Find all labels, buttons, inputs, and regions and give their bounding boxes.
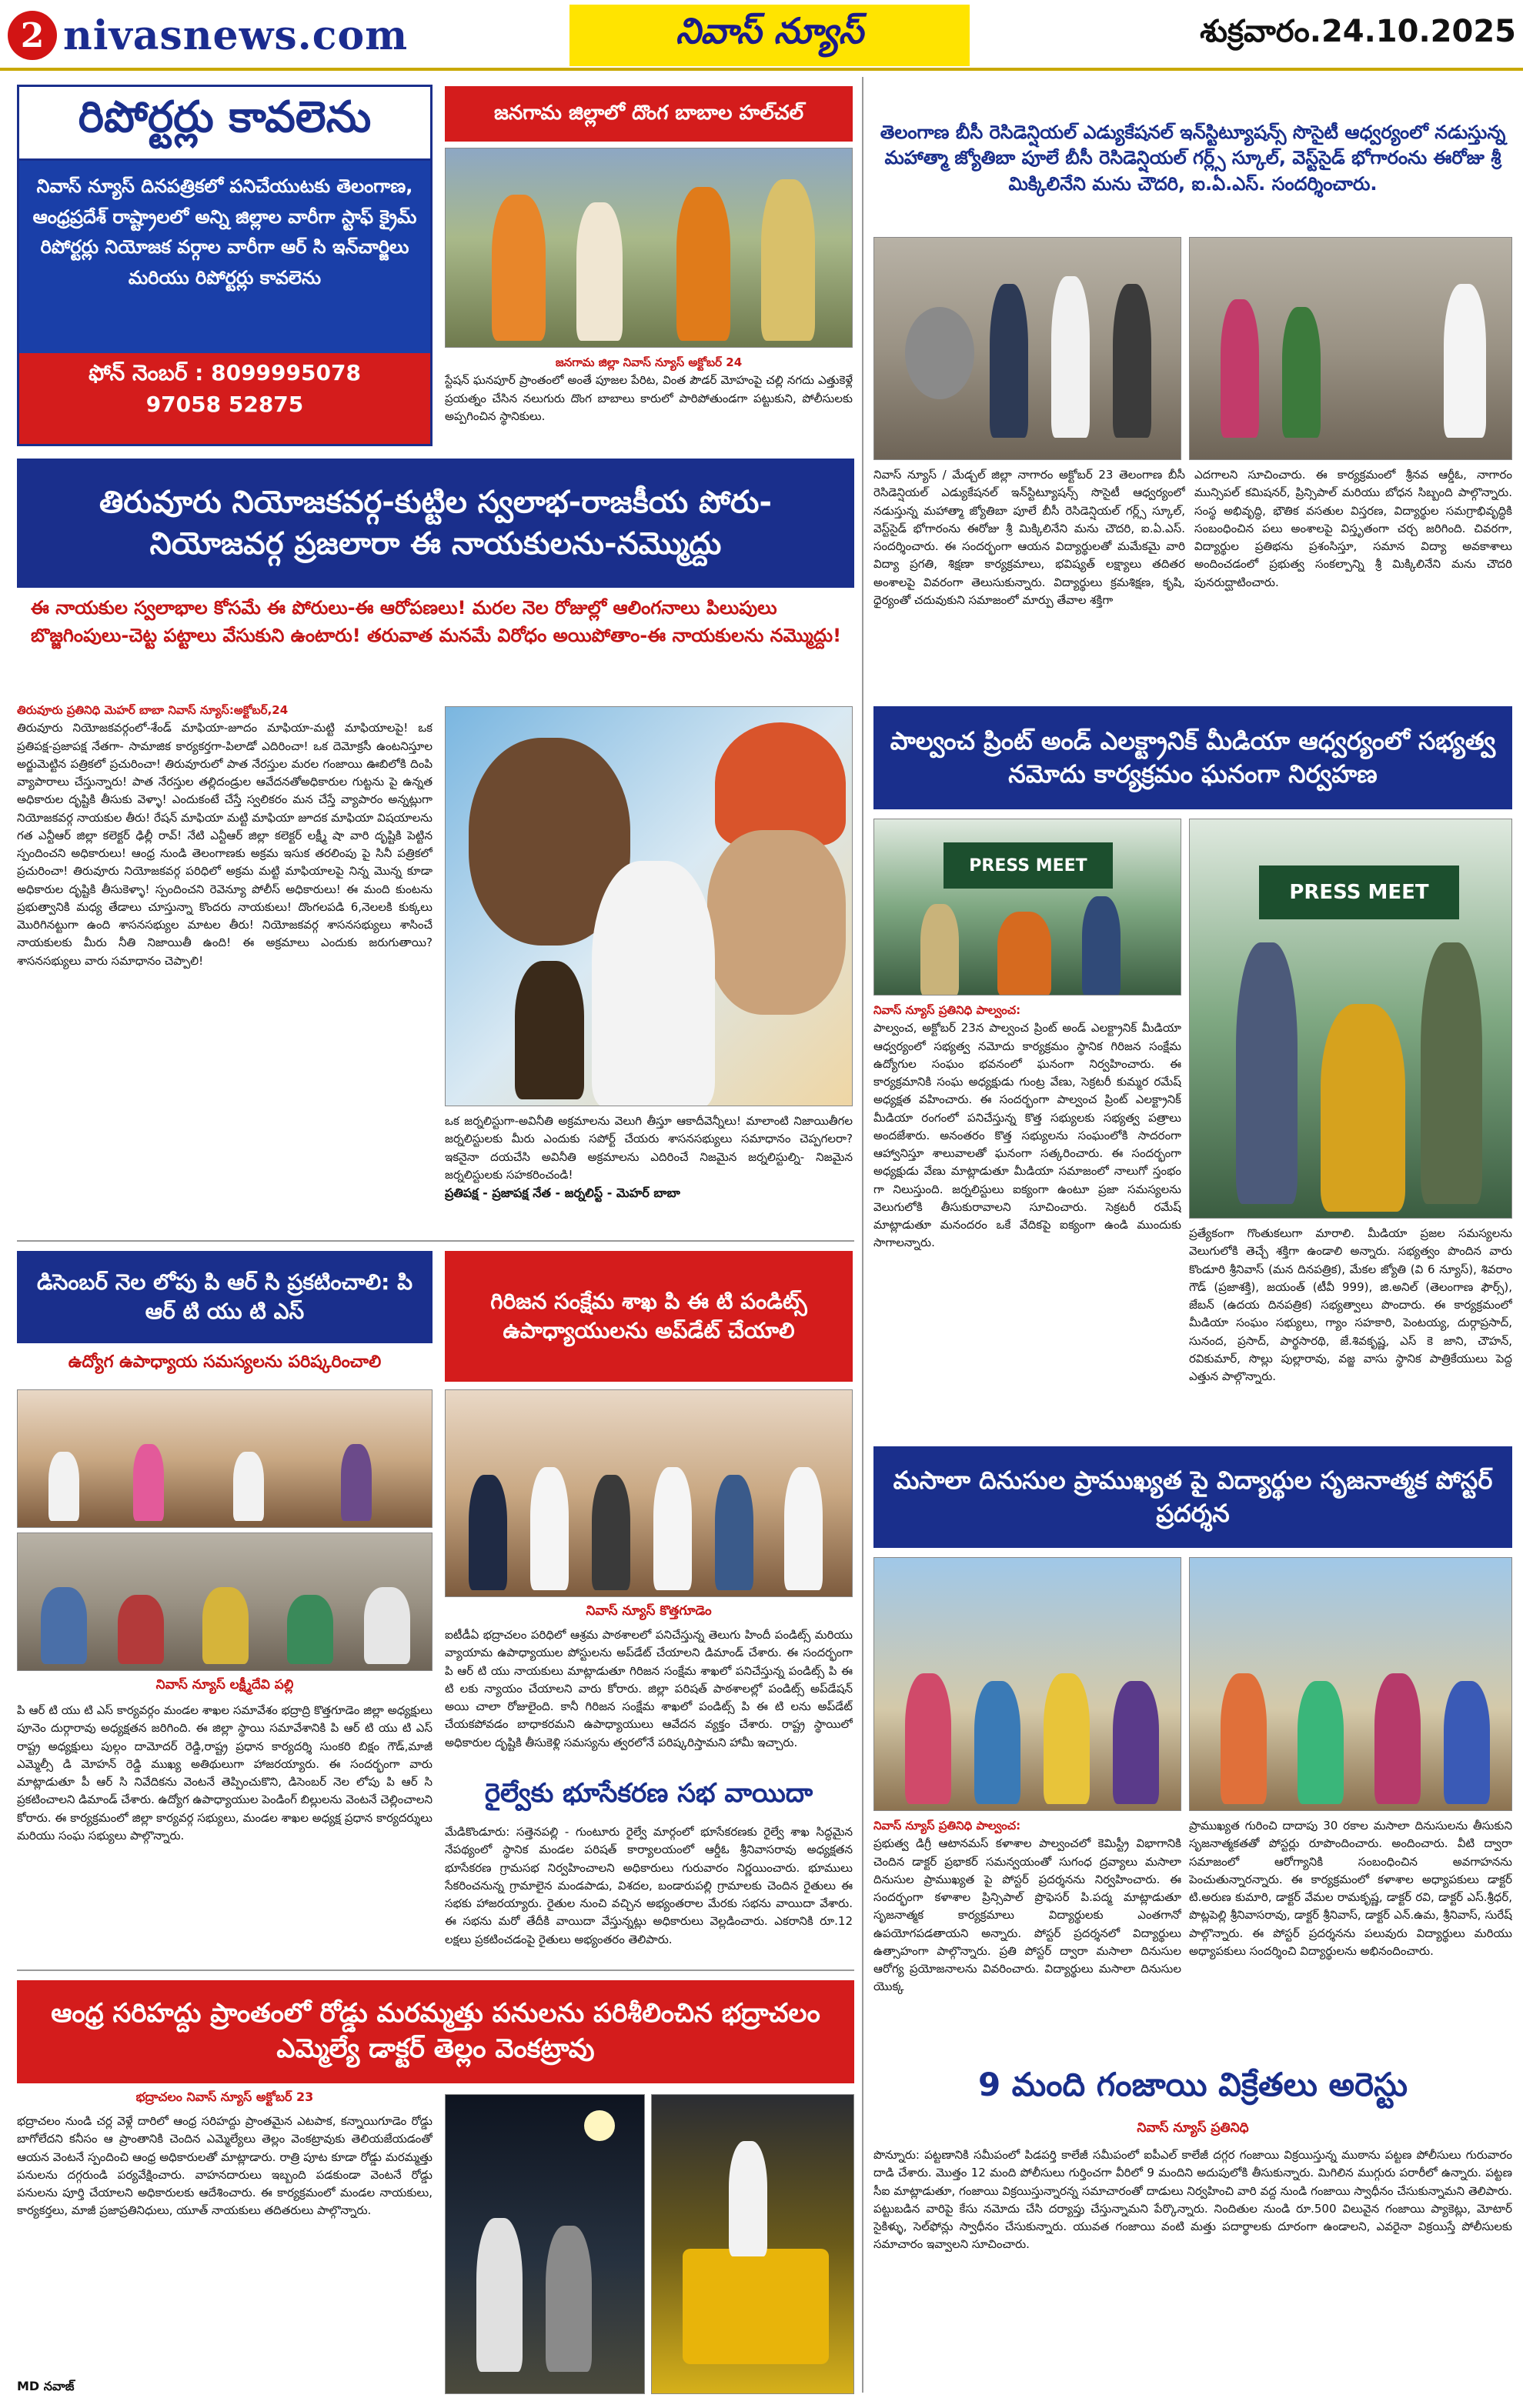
photo-press-meet-1: [873, 819, 1181, 996]
road-signature: MD నవాజ్: [17, 2379, 75, 2393]
spices-dateline: నివాస్ న్యూస్ ప్రతినిధి పాల్వంచ:: [873, 1819, 1021, 1833]
road-body: భద్రాచలం నుండి చర్ల వెళ్లే దారిలో ఆంధ్ర సరిహద్దు ప్రాంతమైన ఎటపాక, కన్నాయిగూడెం రోడ్డు బాగోలేదని కనీసం ఆ ప్రాంతానికి చెందిన ఎమ్మెల్యేలు తెల్లం వెంకట్రావుకు తెలియజేయడంతో ఆయన వెంటనే స్పందించి ఆంధ్ర అధికారులతో మాట్లాడారు. రాత్రి పూట కూడా రోడ్డు మరమ్మత్తు పనులను దగ్గరుండి పర్యవేక్షించారు. వాహనదారులు ఇబ్బంది పడకుండా వెంటనే రోడ్డు పనులను పూర్తి చేయాలని అధికారులకు ఆదేశించారు. ఈ కార్యక్రమంలో మండల నాయకులు, కార్యకర్తలు, మాజీ ప్రజాప్రతినిధులు, యూత్ నాయకులు తదితరులు పాల్గొన్నారు.: [17, 2114, 433, 2218]
press-text-left: పాల్వంచ, అక్టోబర్ 23న పాల్వంచ ప్రింట్ అండ్ ఎలక్ట్రానిక్ మీడియా ఆధ్వర్యంలో సభ్యత్వ నమోదు కార్యక్రమం స్థానిక గిరిజన సంక్షేమ ఉద్యోగుల సంఘం భవనంలో ఘనంగా నిర్వహించారు. ఈ కార్యక్రమానికి సంఘ అధ్యక్షుడు గుంట్ర వేణు, సెక్రటరీ కుమ్మర రమేష్ అధ్యక్షత వహించారు. ఈ సందర్భంగా పాల్వంచ ప్రింట్ ఎలక్ట్రానిక్ మీడియా రంగంలో పనిచేస్తున్న కొత్త సభ్యులకు సభ్యత్వ పత్రాలు అందజేశారు. అనంతరం కొత్త సభ్యులను సంఘంలోకి సాదరంగా ఆహ్వానిస్తూ శాలువాలతో ఘనంగా సత్కరించారు. ఈ సందర్భంగా అధ్యక్షుడు వేణు మాట్లాడుతూ మీడియా సమాజంలో నాలుగో స్తంభం గా నిలుస్తుంది. జర్నలిస్టులు ఐక్యంగా ఉంటూ ప్రజా సమస్యలను వెలుగులోకి తీసుకురావాలని సూచించారు. సెక్రటరీ రమేష్ మాట్లాడుతూ మనందరం ఒకే వేదికపై ఐక్యంగా ఉండి ముందుకు సాగాలన్నారు.: [873, 1021, 1181, 1250]
tiruvuru-caption-block: [445, 1112, 853, 1228]
ganja-body: పొన్నూరు: పట్టణానికి సమీపంలో పిడపర్తి కాలేజీ సమీపంలో ఐపీఎల్ కాలేజీ దగ్గర గంజాయి విక్రయిస్తున్న ముఠాను పట్టణ పోలీసులు గురువారం దాడి చేశారు. మొత్తం 12 మంది పోలీసులు గుర్తించగా వీరిలో 9 మందిని అదుపులోకి తీసుకున్నారు. మిగిలిన ముగ్గురు పరారీలో ఉన్నారు. పట్టణ సీఐ మాట్లాడుతూ, గంజాయి విక్రయిస్తున్నారన్న సమాచారంతో దాడులు నిర్వహించి వారి వద్ద నుండి గంజాయి స్వాధీనం చేసుకున్నామని తెలిపారు. పట్టుబడిన వారిపై కేసు నమోదు చేసి దర్యాప్తు చేస్తున్నామని పేర్కొన్నారు. నిందితుల నుండి రూ.500 విలువైన గంజాయి ప్యాకెట్లు, మోటార్ సైకిళ్ళు, సెల్‌ఫోన్లు స్వాధీనం చేసుకున్నారు. యువత గంజాయి వంటి మత్తు పదార్థాలకు దూరంగా ఉండాలని, ఎవరైనా విక్రయిస్తే పోలీసులకు సమాచారం ఇవ్వాలని సూచించారు.: [873, 2148, 1512, 2252]
ad-title: రిపోర్టర్లు కావలెను: [19, 87, 430, 161]
press-body-left: [873, 1002, 1181, 1432]
column-divider: [862, 77, 863, 2393]
headline-tribal-teachers: గిరిజన సంక్షేమ శాఖ పి ఈ టి పండిట్స్ ఉపాధ్యాయులను అప్‌డేట్ చేయాలి: [445, 1251, 853, 1382]
page-header: [0, 0, 1523, 71]
ad-body: నివాస్ న్యూస్ దినపత్రికలో పనిచేయుటకు తెలంగాణ, ఆంధ్రప్రదేశ్ రాష్ట్రాలలో అన్ని జిల్లాల వారీగా స్టాఫ్ క్రైమ్ రిపోర్టర్లు నియోజక వర్గాల వారీగా ఆర్ సి ఇన్‌చార్జిలు మరియు రిపోర్టర్లు కావలెను: [19, 161, 430, 353]
photo-press-meet-2: [1189, 819, 1512, 1219]
headline-gurukul: తెలంగాణ బీసీ రెసిడెన్షియల్ ఎడ్యుకేషనల్ ఇన్‌స్టిట్యూషన్స్ సొసైటీ ఆధ్వర్యంలో నడుస్తున్న మహాత్మా జ్యోతిబా పూలే బీసీ రెసిడెన్షియల్ గర్ల్స్ స్కూల్, వెస్ట్‌సైడ్ భోగారంను ఈరోజు శ్రీ మిక్కిలినేని మను చౌదరి, ఐ.ఏ.ఎస్. సందర్శించారు.: [880, 121, 1506, 195]
photo-ambedkar-phule: [445, 706, 853, 1106]
tiruvuru-signature: ప్రతిపక్ష - ప్రజాపక్ష నేత - జర్నలిస్ట్ - మెహర్ బాబా: [445, 1186, 680, 1200]
prtu-subhead: ఉద్యోగ ఉపాధ్యాయ సమస్యలను పరిష్కరించాలి: [68, 1352, 382, 1372]
spices-body-right: ప్రాముఖ్యత గురించి దాదాపు 30 రకాల మసాలా దినుసులను తీసుకుని సృజనాత్మకతతో పోస్టర్లు రూపొందించారు. అందించారు. వీటి ద్వారా సమాజంలో ఆరోగ్యానికి సంబంధించిన అవగాహనను పెంచుతున్నారన్నారు. ఈ కార్యక్రమంలో కళాశాల అధ్యాపకులు డాక్టర్ టి.అరుణ కుమారి, డాక్టర్ వేమల రామకృష్ణ, డాక్టర్ రవి, డాక్టర్ ఎస్.శ్రీధర్, పొట్లపెల్లి శ్రీనివాసరావు, డాక్టర్ శ్రీనివాస్, డాక్టర్ ఎన్.ఉమ, శ్రీనివాస్, సురేష్ పాల్గొన్నారు. ఈ పోస్టర్ ప్రదర్శనను పలువురు విద్యార్థులు మరియు అధ్యాపకులు సందర్శించి విద్యార్థులను అభినందించారు.: [1189, 1819, 1512, 1958]
photo-spices-2: [1189, 1557, 1512, 1811]
photo-gurukul-hall: [1189, 237, 1512, 460]
headline-road-repair: ఆంధ్ర సరిహద్దు ప్రాంతంలో రోడ్డు మరమ్మత్తు పనులను పరిశీలించిన భద్రాచలం ఎమ్మెల్యే డాక్టర్ తెల్లం వెంకట్రావు: [17, 1980, 854, 2083]
photo-tribal-teachers: [445, 1389, 853, 1597]
headline-janagam: జనగామ జిల్లాలో దొంగ బాబాల హల్‌చల్: [445, 86, 853, 142]
photo-road-night-1: [445, 2094, 645, 2394]
photo-prtu-stage: [17, 1389, 433, 1528]
ad-phone-1[interactable]: ఫోన్ నెంబర్ : 8099995078: [89, 360, 361, 385]
railway-body: మేడికొండూరు: సత్తెనపల్లి - గుంటూరు రైల్వే మార్గంలో భూసేకరణకు రైల్వే శాఖ సిద్ధమైన నేపథ్యంలో స్థానిక మండల పరిషత్ కార్యాలయంలో ఆర్డీఓ శ్రీనివాసరావు అధ్యక్షతన భూసేకరణ గ్రామసభ నిర్వహించాలని అధికారులు గురువారం నిర్ణయించారు. భూములు సేకరించనున్న గ్రామాలైన మండపాడు, విశదల, బండారుపల్లి గ్రామాలకు చెందిన రైతులు ఈ సభకు హాజరయ్యారు. రైతుల నుంచి వచ్చిన అభ్యంతరాల మేరకు సభను వాయిదా వేశారు. ఈ సభను మరో తేదీకి వాయిదా వేస్తున్నట్లు అధికారులు వెల్లడించారు. ఎకరానికి రూ.12 లక్షలు ప్రకటించడంపై రైతులు అభ్యంతరం తెలిపారు.: [445, 1825, 853, 1946]
ad-reporters-wanted: [17, 85, 433, 446]
press-body-right: ప్రత్యేకంగా గొంతుకలుగా మారాలి. మీడియా ప్రజల సమస్యలను వెలుగులోకి తెచ్చే శక్తిగా ఉండాలి అన్నారు. సభ్యత్వం పొందిన వారు కొండూరి శ్రీనివాస్ (మన దినపత్రిక), మేకల జ్యోతి (వి 6 న్యూస్), శివరాం గౌడ్ (ప్రజాశక్తి), జయంత్ (టీవీ 999), జి.అనిల్ (తెలంగాణ ఫౌర్స్), జేబన్ (ఉదయ దినపత్రిక) సభ్యత్వాలు పొందారు. ఈ కార్యక్రమంలో మీడియా సంఘం సభ్యులు, గ్యాం సహకారి, పెంటయ్య, దుర్గాప్రసాద్, సునంద, ప్రసాద్, పార్థసారథి, జే.శివకృష్ణ, ఎస్ కె జాని, చౌహన్, రవికుమార్, సొల్లు పుల్లారావు, వజ్జ వాసు స్థానిక పాత్రికేయులు పెద్ద ఎత్తున పాల్గొన్నారు.: [1189, 1226, 1512, 1383]
prtu-byline: నివాస్ న్యూస్ లక్ష్మీదేవి పల్లి: [155, 1677, 294, 1693]
photo-gurukul-kitchen: [873, 237, 1181, 460]
photo-prtu-audience: [17, 1533, 433, 1671]
section-divider-2: [17, 1969, 854, 1971]
gurukul-body-left: నివాస్ న్యూస్ / మేడ్చల్ జిల్లా నాగారం అక్టోబర్ 23 తెలంగాణ బీసీ రెసిడెన్షియల్ ఎడ్యుకేషనల్ ఇన్‌స్టిట్యూషన్స్ సొసైటీ ఆధ్వర్యంలో నడుస్తున్న మహాత్మా జ్యోతిబా పూలే బీసీ రెసిడెన్షియల్ గర్ల్స్ స్కూల్, వెస్ట్‌సైడ్ భోగారంను ఈరోజు శ్రీ మిక్కిలినేని మను చౌదరి, ఐ.ఏ.ఎస్. సందర్శించారు. ఈ సందర్భంగా ఆయన విద్యార్థులతో మమేకమై వారి విద్యా ప్రగతి, శిక్షణా కార్యక్రమాలు, భవిష్యత్ లక్ష్యాలు తదితర అంశాలపై వివరంగా తెలుసుకున్నారు. విద్యార్థులు క్రమశిక్షణ, కృషి, ధైర్యంతో చదువుకుని సమాజంలో మార్పు తేవాల శక్తిగా: [873, 468, 1185, 607]
gurukul-body-right: ఎదగాలని సూచించారు. ఈ కార్యక్రమంలో శ్రీనవ ఆర్డీఓ, నాగారం మున్సిపల్ కమిషనర్, ప్రిన్సిపాల్ మరియు బోధన సిబ్బంది పాల్గొన్నారు. సంస్థ అభివృద్ధి, భౌతిక వసతుల విస్తరణ, విద్యార్థుల సమగ్రాభివృద్ధికి సంబంధించిన పలు అంశాలపై విస్తృతంగా చర్చ జరిగింది. చివరగా, విద్యార్థుల ప్రతిభను ప్రశంసిస్తూ, సమాన విద్యా అవకాశాలు అందించడంలో ప్రభుత్వ సంకల్పాన్ని శ్రీ మిక్కిలినేని మను చౌదరి పునరుద్ఘాటించారు.: [1194, 468, 1512, 589]
tiruvuru-text: తిరువూరు నియోజకవర్గంలో-శేండ్ మాఫియా-జూదం మాఫియా-మట్టి మాఫియాలపై! ఒక ప్రతిపక్ష-ప్రజాపక్ష నేతగా- సామాజిక కార్యకర్తగా-పిలాడో ఎదిరించా! ఒక దెమోక్రసీ ఉంటనిస్తూల అర్జుమెట్టిన పత్రికలో ప్రచురించా! తిరువూరులో పాత నేరస్తుల మరల గంజాయి ఊబిలోకి దింపి వ్యాపారాలు చేస్తున్నారు! పాత నేరస్తుల తల్లిదండ్రుల ఆవేదనతోఅధికారుల గుట్టను పై ఉన్నత అధికారుల దృష్టికి తీసుకు వెళ్ళా! ఎందుకంటే చేస్తే స్వలికరం మన చేస్తే వ్యాపారం అన్నట్లుగా నియోజకవర్గ నాయకుల తీరు! రేషన్ మాఫియా మట్టి మాఫియా జూదక మాఫియా విషయాలను గత ఎన్టీఆర్ జిల్లా కలెక్టర్ ఢిల్లీ రావ్! నేటి ఎన్టీఆర్ జిల్లా కలెక్టర్ లక్ష్మీ షా వారి దృష్టికి పెట్టిన స్పందించని అధికారులు! ఆంధ్ర నుండి తెలంగాణకు అక్రమ ఇసుక తరలింపు పై సినీ పత్రికలో ప్రచురించా! తిరువూరు నియోజకవర్గ పరిధిలో అక్రమ మట్టి మాఫియాలపై నిన్న మొన్న కూడా అధికారుల దృష్టికి తీసుకెళ్ళా! స్పందించని రెవెన్యూ పోలీస్ అధికారులు! ఈ మంది కుంటను ప్రభుత్వానికి మధ్య తేడాలు చూస్తున్నా కొందరు నాయకులు! దొంగలపడి 6,నెలలకి కుక్కలు మొరిగినట్టుగా ఉంది శాసనసభ్యుల మాటల తీరు! నియోజకవర్గ శాసనసభ్యులు శాసించే నాయకులకు మీరు నీతి నిజాయితీ ఉంది! ఈ అక్రమాలు ఎందుకు జరుగుతాయి? శాసనసభ్యులు వారు సమాధానం చెప్పాలి!: [17, 721, 433, 968]
press-dateline: నివాస్ న్యూస్ ప్రతినిధి పాల్వంచ:: [873, 1003, 1021, 1017]
section-divider-1: [17, 1240, 854, 1242]
photo-spices-1: [873, 1557, 1181, 1811]
page-number-badge: 2: [8, 11, 57, 60]
ad-phone-block: [19, 353, 430, 444]
photo-road-night-2: [651, 2094, 854, 2394]
header-left: [8, 6, 562, 65]
janagam-body: [445, 354, 853, 440]
headline-railway: రైల్వేకు భూసేకరణ సభ వాయిదా: [484, 1778, 813, 1809]
headline-tiruvuru: తిరువూరు నియోజకవర్గ-కుట్టిల స్వలాభ-రాజకీయ పోరు- నియోజవర్గ ప్రజలారా ఈ నాయకులను-నమ్మొద్దు: [17, 459, 854, 588]
spices-text-left: ప్రభుత్వ డిగ్రీ ఆటానమస్ కళాశాల పాల్వంచలో కెమిస్ట్రీ విభాగానికి చెందిన డాక్టర్ ప్రభాకర్ సమన్వయంతో సుగంధ ద్రవ్యాలు మసాలా దినుసుల ప్రాముఖ్యత పై పోస్టర్ ప్రదర్శనను నిర్వహించారు. ఈ సందర్భంగా కళాశాల ప్రిన్సిపాల్ ప్రొఫెసర్ పి.పద్మ మాట్లాడుతూ సృజనాత్మక కార్యక్రమాలు విద్యార్థులకు ఎంతగానో ఉపయోగపడతాయని అన్నారు. పోస్టర్ ప్రదర్శనలో విద్యార్థులు ఉత్సాహంగా పాల్గొన్నారు. ప్రతి పోస్టర్ ద్వారా మసాలా దినుసుల ఆరోగ్య ప్రయోజనాలను వివరించారు. విద్యార్థులు మసాలా దినుసుల యొక్క: [873, 1836, 1181, 1994]
prtu-body: పి ఆర్ టి యు టి ఎస్ కార్యవర్గం మండల శాఖల సమావేశం భద్రాద్రి కొత్తగూడెం జిల్లా అధ్యక్షులు పూనెం దుర్గారావు అధ్యక్షతన జరిగింది. ఈ జిల్లా స్థాయి సమావేశానికి పి ఆర్ టి యు టి ఎస్ రాష్ట్ర అధ్యక్షులు పుల్గం దామోదర్ రెడ్డి,రాష్ట్ర ప్రధాన కార్యదర్శి సుంకరి బిక్షం గౌడ్,మాజీ ఎమ్మెల్సీ డి మోహన్ రెడ్డి ముఖ్య అతిథులుగా హాజరయ్యారు. ఈ సందర్భంగా వారు మాట్లాడుతూ పీ ఆర్ సి నివేదికను వెంటనే తెప్పించుకొని, డిసెంబర్ నెల లోపు పి ఆర్ సి ప్రకటించాలని డిమాండ్ చేశారు. ఉద్యోగ ఉపాధ్యాయుల పెండింగ్ బిల్లులను వెంటనే చెల్లించాలని కోరారు. ఈ కార్యక్రమంలో జిల్లా కార్యవర్గ సభ్యులు, మండల శాఖల అధ్యక్ష ప్రధాన కార్యదర్శులు మరియు సంఘ సభ్యులు పాల్గొన్నారు.: [17, 1703, 433, 1843]
masthead-logo: నివాస్ న్యూస్: [569, 5, 970, 66]
road-dateline: భద్రాచలం నివాస్ న్యూస్ అక్టోబర్ 23: [135, 2089, 314, 2104]
press-banner-1: PRESS MEET: [944, 842, 1113, 889]
headline-prtu: డిసెంబర్ నెల లోపు పి ఆర్ సి ప్రకటించాలి: పి ఆర్ టి యు టి ఎస్: [17, 1251, 433, 1343]
ad-phone-2[interactable]: 97058 52875: [145, 391, 304, 417]
site-name[interactable]: nivasnews.com: [63, 12, 409, 59]
tribal-byline: నివాస్ న్యూస్ కొత్తగూడెం: [586, 1603, 712, 1619]
janagam-text: స్టేషన్ ఘనపూర్ ప్రాంతంలో అంతే పూజల పేరిట, వింత పౌడర్ మోహంపై చల్లి నగదు ఎత్తుకెళ్లే ప్రయత్నం చేసిన నలుగురు దొంగ బాబాలు కారులో పారిపోతుండగా పట్టుకుని, పోలీసులకు అప్పగించిన స్థానికులు.: [445, 373, 853, 423]
headline-spices-poster: మసాలా దినుసుల ప్రాముఖ్యత పై విద్యార్థుల సృజనాత్మక పోస్టర్ ప్రదర్శన: [873, 1446, 1512, 1548]
tribal-body: ఐటీడీఏ భద్రాచలం పరిధిలో ఆశ్రమ పాఠశాలలో పనిచేస్తున్న తెలుగు హిందీ పండిట్స్ మరియు వ్యాయామ ఉపాధ్యాయుల పోస్టులను అప్‌డేట్ చేయాలని డిమాండ్ చేశారు. ఈ సందర్భంగా పి ఆర్ టి యు నాయకులు మాట్లాడుతూ గిరిజన సంక్షేమ శాఖలో పనిచేస్తున్న పండిట్స్ పి ఈ టి లకు న్యాయం చేయాలని వారు కోరారు. జిల్లా పరిషత్ పాఠశాలల్లో పండిట్స్ అప్‌డేషన్ అయి చాలా రోజులైంది. కానీ గిరిజన సంక్షేమ శాఖలో పండిట్స్ పి ఈ టి లను అప్‌డేట్ చేయకపోవడం బాధాకరమని ఉపాధ్యాయులు ఆవేదన వ్యక్తం చేశారు. రాష్ట్ర స్థాయిలో అధికారుల దృష్టికి తీసుకెళ్లి సమస్యను త్వరలోనే పరిష్కరిస్తామని హామీ ఇచ్చారు.: [445, 1628, 853, 1749]
tiruvuru-body: [17, 702, 433, 1232]
photo-fake-babas: [445, 148, 853, 348]
headline-press-membership: పాల్వంచ ప్రింట్ అండ్ ఎలక్ట్రానిక్ మీడియా ఆధ్వర్యంలో సభ్యత్వ నమోదు కార్యక్రమం ఘనంగా నిర్వహణ: [873, 706, 1512, 809]
headline-ganja-arrest: 9 మంది గంజాయి విక్రేతలు అరెస్టు: [977, 2065, 1408, 2103]
press-banner-2: PRESS MEET: [1259, 865, 1459, 919]
issue-date: శుక్రవారం.24.10.2025: [1200, 14, 1516, 49]
janagam-dateline: జనగామ జిల్లా నివాస్ న్యూస్ అక్టోబర్ 24: [555, 355, 743, 369]
ganja-byline: నివాస్ న్యూస్ ప్రతినిధి: [1137, 2120, 1249, 2136]
spices-body-left: [873, 1817, 1181, 2048]
tiruvuru-subhead: ఈ నాయకుల స్వలాభాల కోసమే ఈ పోరులు-ఈ ఆరోపణలు! మరల నెల రోజుల్లో ఆలింగనాలు పిలుపులు బొజ్జగింపులు-చెట్ట పట్టాలు వేసుకుని ఉంటారు! తరువాత మనమే విరోధం అయిపోతాం-ఈ నాయకులను నమ్మొద్దు!: [31, 597, 842, 646]
tiruvuru-dateline: తిరువూరు ప్రతినిధి మెహర్ బాబా నివాస్ న్యూస్:అక్టోబర్,24: [17, 703, 289, 717]
tiruvuru-caption: ఒక జర్నలిస్టుగా-అవినీతి అక్రమాలను వెలుగి తీస్తూ ఆకాదీవెన్నీలు! మాలాంటి నిజాయితీగల జర్నలిస్టులకు మీరు ఎందుకు సపోర్ట్ చేయరు శాసనసభ్యులు సమాధానం చెప్పగలరా? ఇకనైనా దయచేసి అవినీతి అక్రమాలను ఎదిరించే నిజమైన జర్నలిస్టుల్ని- నిజమైన జర్నలిస్టులకు సహకరించండి!: [445, 1114, 853, 1182]
